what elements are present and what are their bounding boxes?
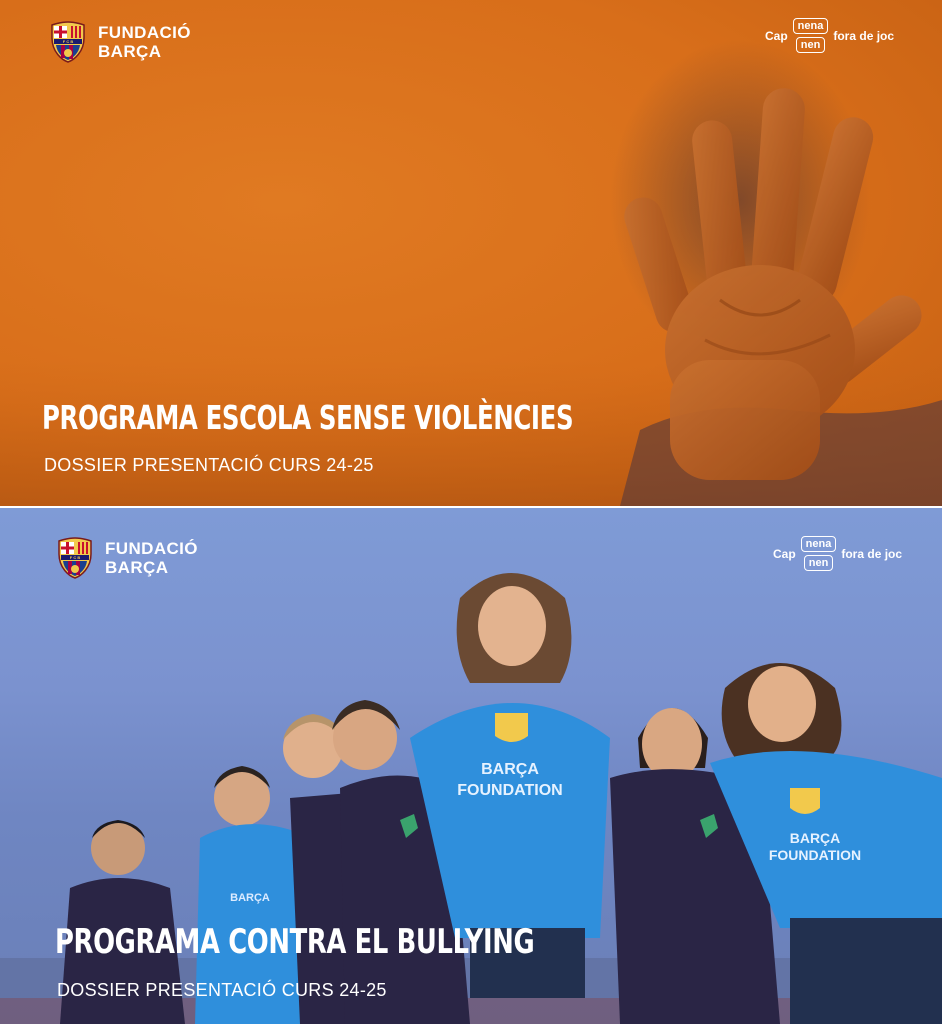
logo-line-2: BARÇA: [105, 558, 169, 577]
fundacio-barca-logo: [55, 536, 198, 580]
campaign-prefix: Cap: [773, 546, 796, 561]
shirt-text-center-1: BARÇA: [481, 761, 539, 778]
logo-line-2: BARÇA: [98, 42, 162, 61]
campaign-logo: [773, 536, 902, 571]
page-subtitle: DOSSIER PRESENTACIÓ CURS 24-25: [44, 455, 374, 475]
page-subtitle: DOSSIER PRESENTACIÓ CURS 24-25: [57, 980, 387, 1000]
campaign-word-top: nena: [793, 18, 829, 34]
logo-line-1: FUNDACIÓ: [98, 23, 191, 42]
campaign-logo: [765, 18, 894, 53]
shirt-text-right-1: BARÇA: [789, 830, 841, 846]
shirt-text-line-1: BARÇA: [230, 892, 270, 904]
campaign-suffix: fora de joc: [841, 546, 903, 561]
campaign-word-bottom: nen: [796, 37, 826, 53]
fcb-crest-icon: [48, 20, 88, 64]
campaign-word-bottom: nen: [804, 555, 834, 571]
campaign-prefix: Cap: [765, 28, 788, 43]
page-title: PROGRAMA CONTRA EL BULLYING: [55, 922, 535, 962]
fcb-crest-icon: [55, 536, 95, 580]
crest-letters: F C B: [69, 555, 81, 560]
logo-line-1: FUNDACIÓ: [105, 539, 198, 558]
campaign-suffix: fora de joc: [833, 28, 895, 43]
campaign-word-top: nena: [801, 536, 837, 552]
crest-letters: F C B: [62, 39, 74, 44]
shirt-text-center-2: FOUNDATION: [457, 782, 563, 799]
fundacio-barca-logo: [48, 20, 191, 64]
shirt-text-right-2: FOUNDATION: [768, 847, 862, 863]
banner-contra-el-bullying: [0, 508, 942, 1024]
page-title: PROGRAMA ESCOLA SENSE VIOLÈNCIES: [42, 398, 574, 437]
banner-escola-sense-violencies: [0, 0, 942, 506]
